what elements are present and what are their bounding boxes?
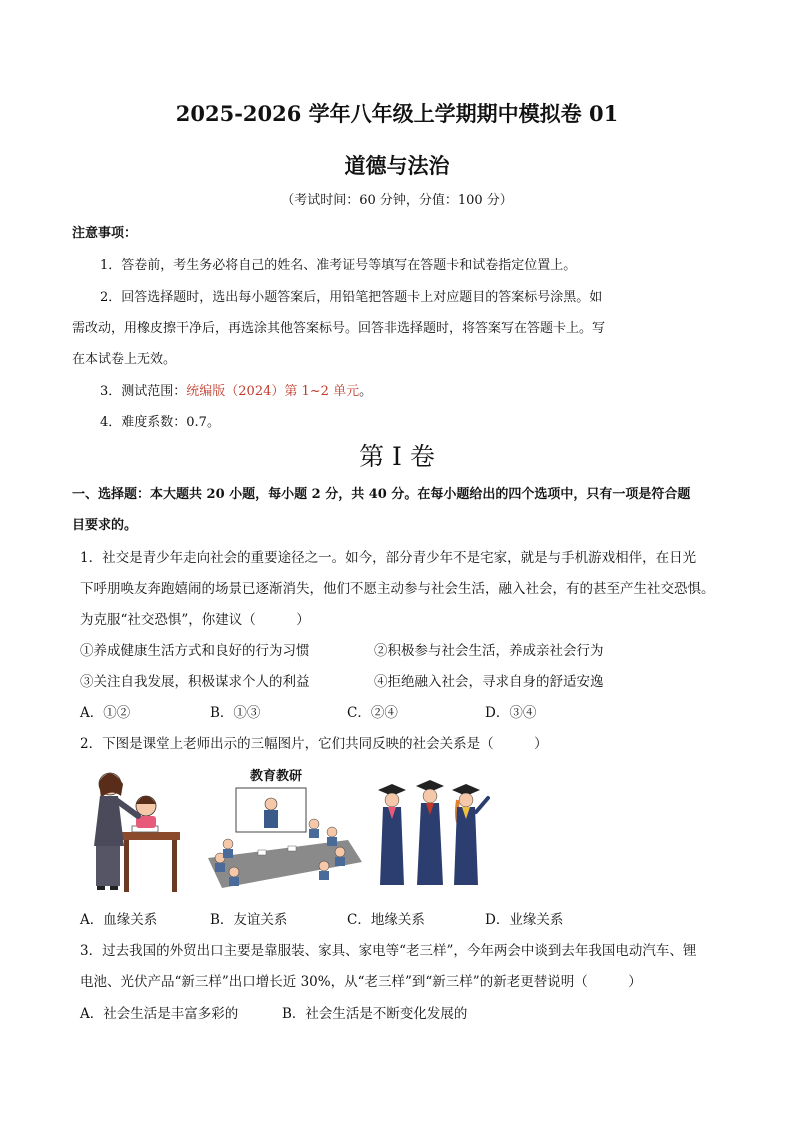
q1-stem-line-3: 为克服“社交恐惧”，你建议（ ） (80, 612, 310, 628)
q2-choice-d: D．业缘关系 (485, 912, 564, 928)
volume-title: 第 I 卷 (359, 442, 435, 471)
notice-item-2-line-1: 2．回答选择题时，选出每小题答案后，用铅笔把答题卡上对应题目的答案标号涂黑。如 (100, 290, 603, 305)
notice-heading: 注意事项： (72, 226, 138, 241)
q1-stem-line-1: 1．社交是青少年走向社会的重要途径之一。如今，部分青少年不是宅家，就是与手机游戏相伴，在日光 (80, 550, 697, 566)
q1-statement-2: ②积极参与社会生活，养成亲社会行为 (374, 643, 604, 659)
test-range: 统编版（2024）第 1~2 单元 (186, 384, 360, 399)
notice-item-4: 4．难度系数：0.7。 (100, 415, 220, 430)
exam-title: 2025-2026 学年八年级上学期期中模拟卷 01 (175, 101, 619, 126)
graduates-illustration (378, 780, 488, 885)
q2-stem: 2．下图是课堂上老师出示的三幅图片，它们共同反映的社会关系是（ ） (80, 736, 548, 752)
q3-stem-line-1: 3．过去我国的外贸出口主要是靠服装、家具、家电等“老三样”，今年两会中谈到去年我国电动汽车、锂 (80, 943, 697, 959)
notice-item-3-prefix: 3．测试范围： (100, 384, 187, 399)
section-1-line-2: 目要求的。 (72, 518, 138, 533)
q1-choice-b: B．①③ (210, 705, 261, 721)
q1-statement-4: ④拒绝融入社会，寻求自身的舒适安逸 (374, 674, 604, 690)
teacher-child-illustration (94, 773, 180, 892)
research-meeting-illustration (208, 768, 362, 888)
notice-item-3 (100, 380, 372, 399)
q1-choice-c: C．②④ (347, 705, 398, 721)
q2-choice-b: B．友谊关系 (210, 912, 288, 928)
notice-item-3-suffix: 。 (359, 384, 373, 399)
q2-figure (88, 760, 508, 895)
subject-title: 道德与法治 (344, 153, 450, 178)
q3-stem-line-2: 电池、光伏产品“新三样”出口增长近 30%，从“老三样”到“新三样”的新老更替说明（ ） (80, 974, 642, 990)
q2-choice-c: C．地缘关系 (347, 912, 425, 928)
notice-item-2-line-3: 在本试卷上无效。 (72, 352, 177, 367)
notice-item-2-line-2: 需改动，用橡皮擦干净后，再选涂其他答案标号。回答非选择题时，将答案写在答题卡上。写 (72, 321, 606, 336)
notice-item-1: 1．答卷前，考生务必将自己的姓名、准考证号等填写在答题卡和试卷指定位置上。 (100, 258, 577, 273)
exam-info: （考试时间：60 分钟，分值：100 分） (281, 193, 513, 208)
q1-statement-3: ③关注自我发展，积极谋求个人的利益 (80, 674, 310, 690)
q3-choice-a: A．社会生活是丰富多彩的 (80, 1006, 239, 1022)
q1-choice-a: A．①② (80, 705, 131, 721)
q1-stem-line-2: 下呼朋唤友奔跑嬉闹的场景已逐渐消失，他们不愿主动参与社会生活，融入社会，有的甚至产生社交恐惧。 (80, 581, 715, 597)
section-1-line-1: 一、选择题：本大题共 20 小题，每小题 2 分，共 40 分。在每小题给出的四个选项中，只有一项是符合题 (72, 487, 691, 502)
q1-choice-d: D．③④ (485, 705, 537, 721)
q1-statement-1: ①养成健康生活方式和良好的行为习惯 (80, 643, 310, 659)
q2-choice-a: A．血缘关系 (80, 912, 158, 928)
q3-choice-b: B．社会生活是不断变化发展的 (282, 1006, 468, 1022)
figure-caption: 教育教研 (250, 768, 303, 783)
